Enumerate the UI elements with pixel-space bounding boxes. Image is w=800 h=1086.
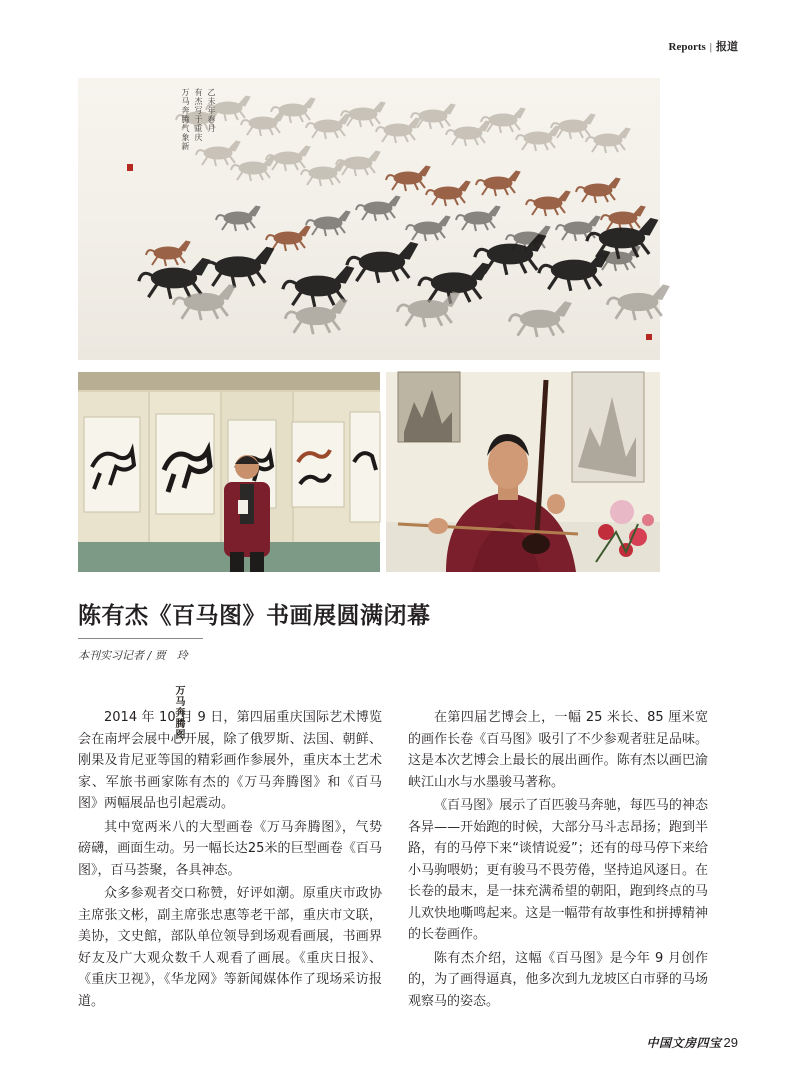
running-header — [669, 38, 738, 54]
paragraph: 2014 年 10 月 9 日，第四届重庆国际艺术博览会在南坪会展中心开展，除了俄罗斯、法国、朝鲜、刚果及肯尼亚等国的精彩画作参展外，重庆本土艺术家、军旅书画家陈有杰的《万马奔腾图》和《百马图》两幅展品也引起震动。 — [78, 710, 382, 811]
inscription-title: 万马奔腾图 — [173, 685, 184, 740]
paragraph: 《百马图》展示了百匹骏马奔驰，每匹马的神态各异——开始跑的时候，大部分马斗志昂扬；跑到半路，有的马停下来“谈情说爱”；还有的母马停下来给小马驹喂奶；更有骏马不畏劳倦，坚持追风逐日。在长卷的最末，是一抹充满希望的朝阳，跑到终点的马儿欢快地嘶鸣起来。这是一幅带有故事性和拼搏精神的长卷画作。 — [408, 798, 708, 942]
magazine-logo: 中国文房四宝 — [646, 1036, 722, 1050]
byline-slash: / — [144, 649, 155, 662]
section-label-en: Reports — [668, 41, 706, 53]
article-column-right — [408, 707, 708, 1014]
article-column-left — [78, 707, 382, 1014]
erhu-photo-artwork — [386, 372, 660, 572]
page-number: 29 — [723, 1035, 738, 1050]
header-separator: | — [709, 41, 712, 53]
byline — [78, 647, 188, 663]
inscription-line: 万马奔腾气象新 — [181, 88, 190, 151]
paragraph: 其中宽两米八的大型画卷《万马奔腾图》，气势磅礴，画面生动。另一幅长达25米的巨型画卷《百马图》，百马荟聚，各具神态。 — [78, 819, 382, 878]
inscription-line: 乙未年春月 — [207, 88, 216, 133]
inscription-line: 有杰写于重庆 — [194, 88, 203, 142]
paragraph: 陈有杰介绍，这幅《百马图》是今年 9 月创作的，为了画得逼真，他多次到九龙坡区白市驿的马场观察马的姿态。 — [408, 950, 708, 1009]
byline-name: 贾 玲 — [154, 649, 188, 662]
gallery-photo-artwork — [78, 372, 380, 572]
byline-role: 本刊实习记者 — [78, 649, 144, 662]
article-title: 陈有杰《百马图》书画展圆满闭幕 — [78, 602, 431, 629]
page-footer — [647, 1032, 738, 1051]
photo-artist-with-erhu — [386, 372, 660, 572]
section-label-cn: 报道 — [716, 41, 738, 53]
title-divider — [78, 638, 203, 639]
paragraph: 众多参观者交口称赞，好评如潮。原重庆市政协主席张文彬，副主席张忠惠等老干部，重庆市文联，美协，文史館，部队单位领导到场观看画展，书画界好友及广大观众数千人观看了画展。《重庆日报》、《重庆卫视》，《华龙网》等新闻媒体作了现场采访报道。 — [78, 886, 382, 1009]
photo-artist-in-gallery — [78, 372, 380, 572]
paragraph: 在第四届艺博会上，一幅 25 米长、85 厘米宽的画作长卷《百马图》吸引了不少参观者驻足品味。这是本次艺博会上最长的展出画作。陈有杰以画巴渝峡江山水与水墨骏马著称。 — [408, 710, 708, 790]
